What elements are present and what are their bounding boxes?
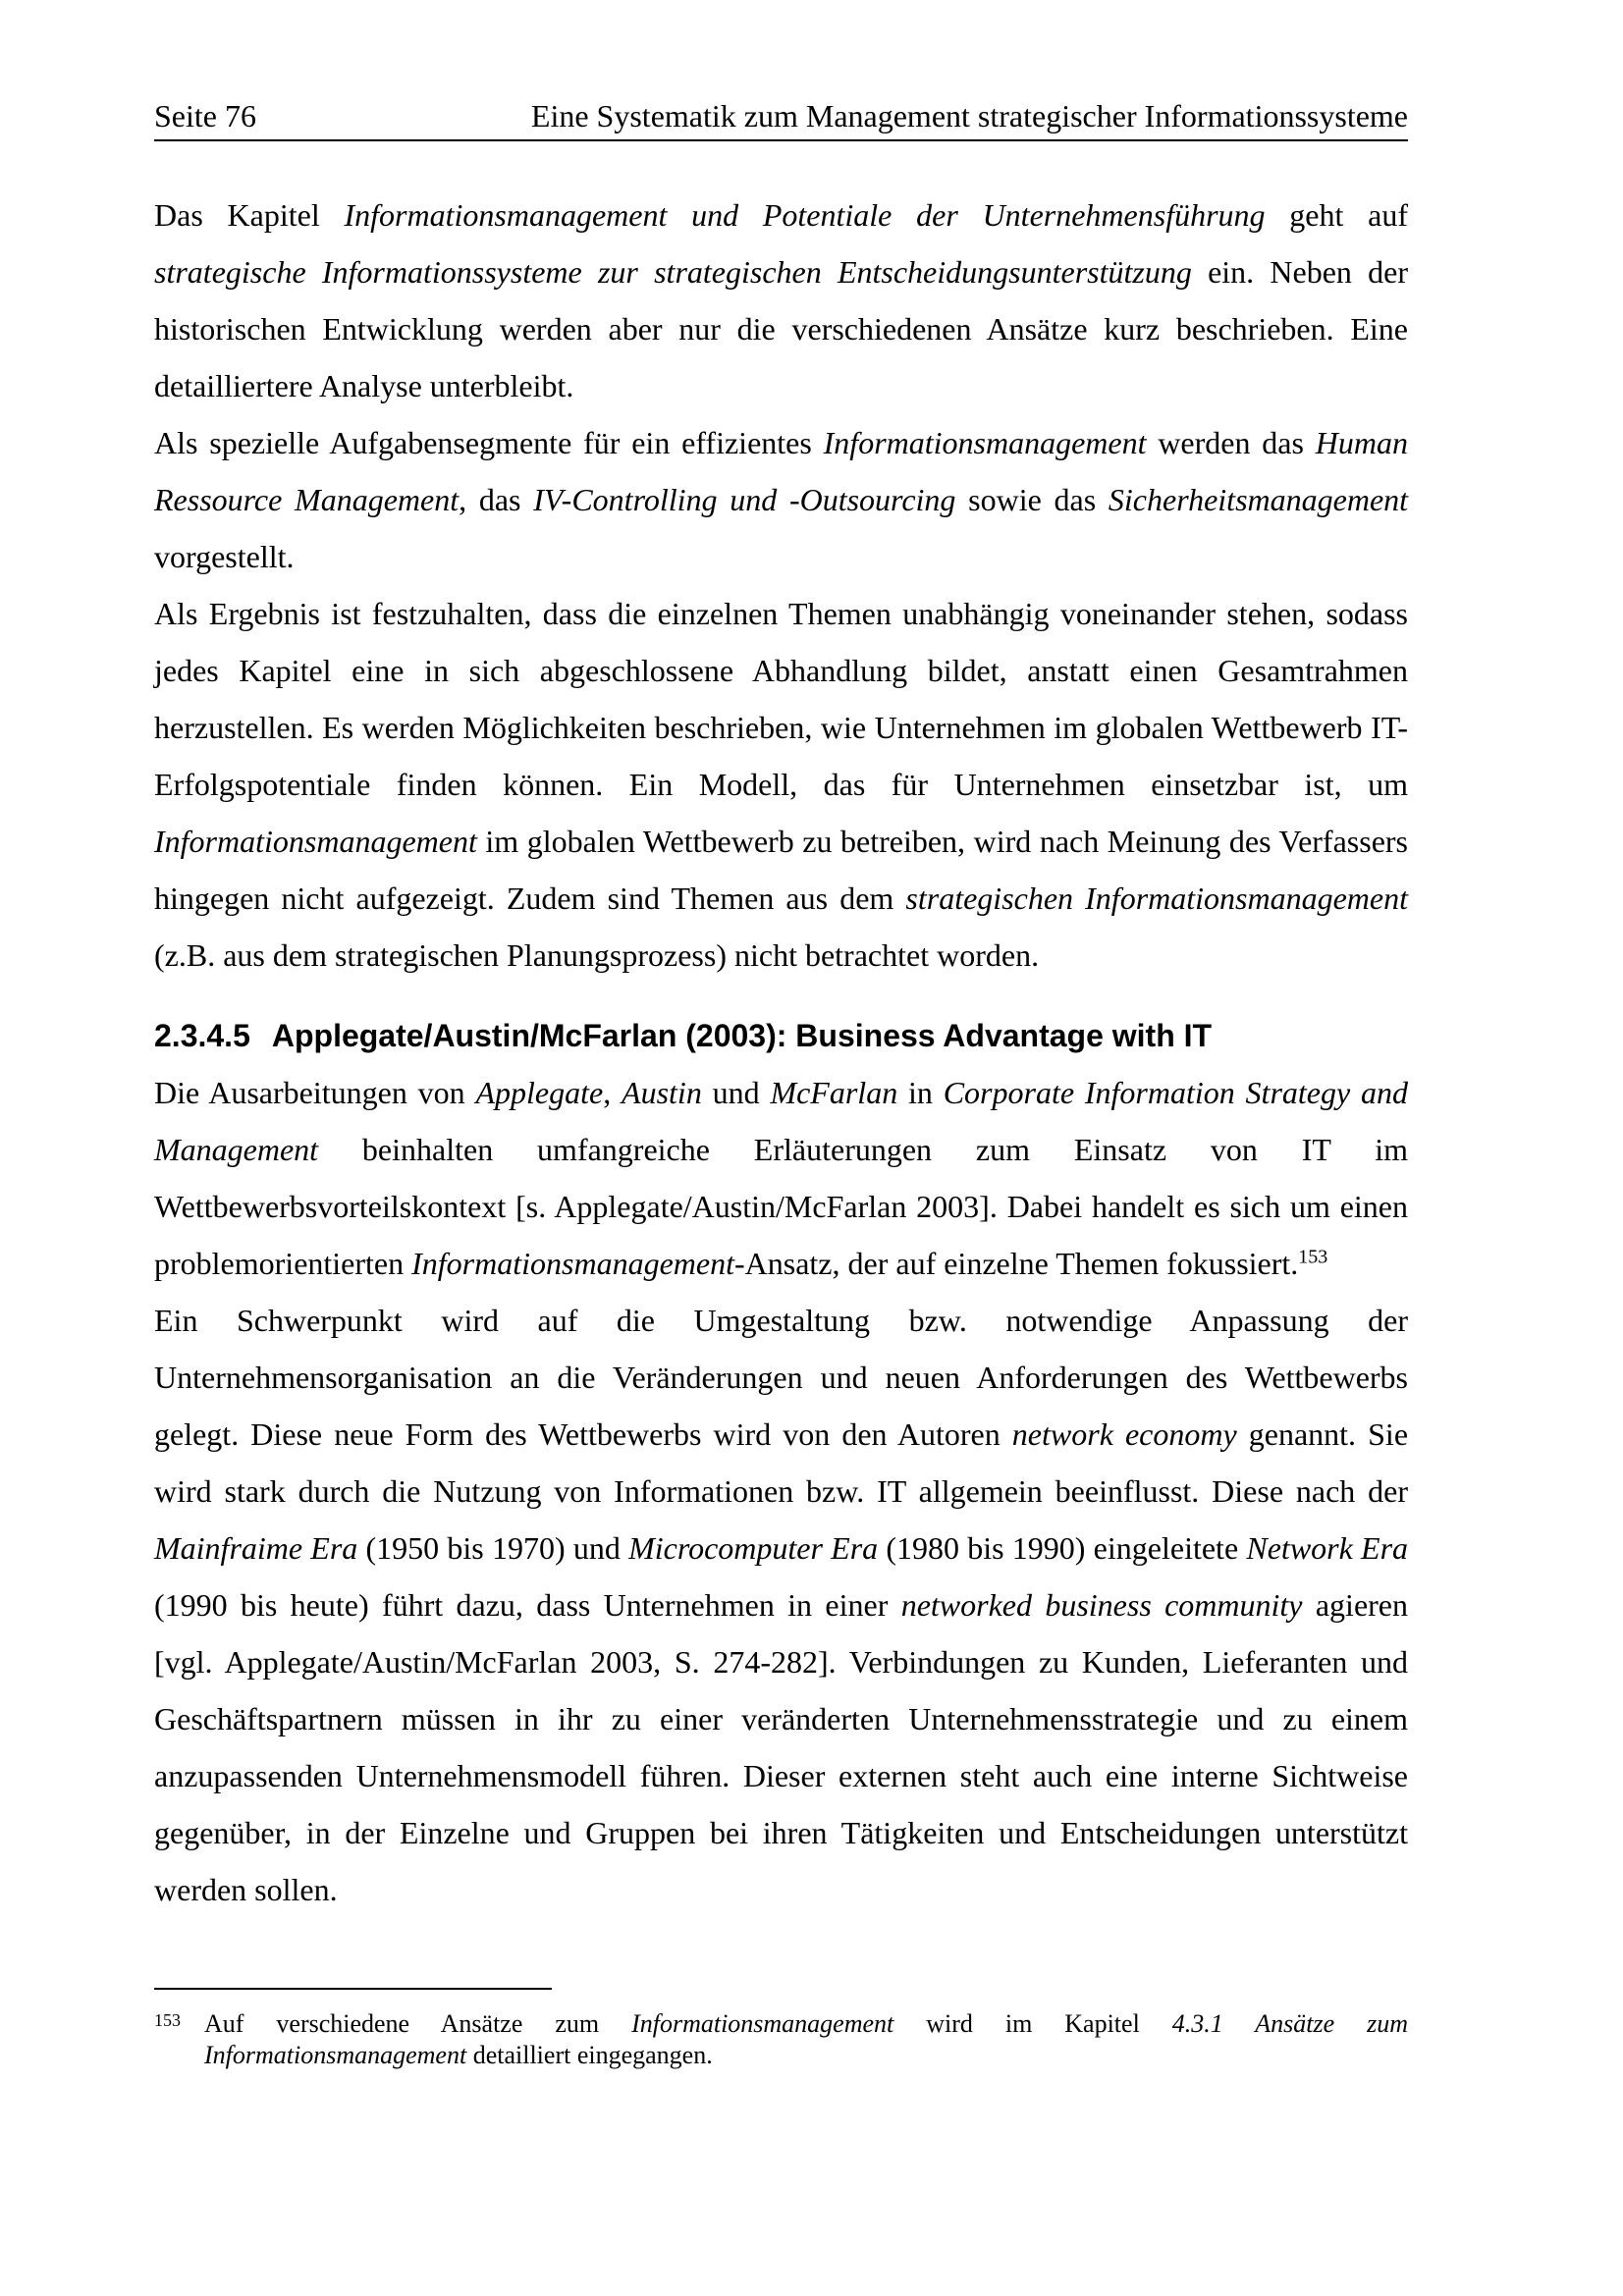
text-run: Die Ausarbeitungen von [154,1075,476,1110]
italic-text: strategische Informationssysteme zur strategischen Entscheidungsunterstützung [154,254,1192,290]
footnote-reference: 153 [1298,1246,1328,1268]
italic-text: Applegate [475,1075,604,1110]
italic-text: network economy [1011,1416,1237,1452]
italic-text: Human Ressource Management [154,425,1409,517]
text-run: sowie das [955,482,1109,517]
italic-text: Informationsmanagement [411,1246,734,1281]
running-header [154,96,1408,141]
text-run: beinhalten umfangreiche Erläuterungen zum Einsatz von IT im Wettbewerbsvorteilskontext [s. Applegate/Austin/McFarlan 2003]. Dabei handelt es sich um einen problemorientierten [154,1132,1408,1281]
italic-text: Austin [622,1075,702,1110]
text-run: werden das [1146,425,1316,460]
paragraph [154,187,1408,414]
text-run: Als Ergebnis ist festzuhalten, dass die einzelnen Themen unabhängig voneinander stehen, sodass jedes Kapitel eine in sich abgeschlossene Abhandlung bildet, anstatt einen Gesamtrahmen herzustellen. Es werden Möglichkeiten beschrieben, wie Unternehmen im globalen Wettbewerb IT-Erfolgspotentiale finden können. Ein Modell, das für Unternehmen einsetzbar ist, um [154,596,1408,802]
italic-text: Network Era [1246,1530,1409,1566]
text-run: Das Kapitel [154,197,345,233]
italic-text: Sicherheitsmanagement [1108,482,1409,517]
paragraph [154,414,1408,585]
italic-text: IV-Controlling und -Outsourcing [533,482,956,517]
paragraph [154,585,1408,984]
text-run: Auf verschiedene Ansätze zum [204,2009,632,2038]
text-run: , [603,1075,622,1110]
section-title: Applegate/Austin/McFarlan (2003): Business Advantage with IT [271,1018,1213,1053]
text-run: (1990 bis heute) führt dazu, dass Unternehmen in einer [154,1587,901,1623]
italic-text: 4.3.1 Ansätze zum Informationsmanagement [204,2009,1409,2069]
text-run: vorgestellt. [154,539,295,574]
text-run: wird im Kapitel [893,2009,1172,2038]
text-run: (z.B. aus dem strategischen Planungsprozess) nicht betrachtet worden. [154,937,1040,973]
paragraph [154,1292,1408,1918]
italic-text: Informationsmanagement [154,824,477,859]
footnote-number: 153 [154,2010,181,2030]
italic-text: Informationsmanagement und Potentiale der Unternehmensführung [344,197,1266,233]
text-run: -Ansatz, der auf einzelne Themen fokussiert. [733,1246,1299,1281]
paragraph [154,1064,1408,1292]
footnote [154,2008,1408,2071]
text-run: geht auf [1265,197,1409,233]
text-run: agieren [vgl. Applegate/Austin/McFarlan 2003, S. 274-282]. Verbindungen zu Kunden, Lieferanten und Geschäftspartnern müssen in ihr zu einer veränderten Unternehmensstrategie und zu einem anzupassenden Unternehmensmodell führen. Dieser externen steht auch eine interne Sichtweise gegenüber, in der Einzelne und Gruppen bei ihren Tätigkeiten und Entscheidungen unterstützt werden sollen. [154,1587,1409,1907]
footnote-text [204,2008,1408,2071]
text-run: (1950 bis 1970) und [357,1530,629,1566]
italic-text: McFarlan [770,1075,898,1110]
footnote-divider [154,1988,552,1990]
italic-text: Informationsmanagement [823,425,1147,460]
text-run: Ein Schwerpunkt wird auf die Umgestaltung bzw. notwendige Anpassung der Unternehmensorganisation an die Veränderungen und neuen Anforderungen des Wettbewerbs gelegt. Diese neue Form des Wettbewerbs wird von den Autoren [154,1303,1408,1452]
text-run: (1980 bis 1990) eingeleitete [878,1530,1247,1566]
text-run: , das [459,482,534,517]
italic-text: networked business community [900,1587,1303,1623]
section-number: 2.3.4.5 [154,1018,250,1053]
text-run: und [701,1075,771,1110]
text-run: genannt. Sie wird stark durch die Nutzung von Informationen bzw. IT allgemein beeinflusst. Diese nach der [154,1416,1409,1509]
italic-text: strategischen Informationsmanagement [905,881,1409,916]
page-number: Seite 76 [154,98,256,133]
body-text [154,187,1408,1918]
text-run: im globalen Wettbewerb zu betreiben, wird nach Meinung des Verfassers hingegen nicht aufgezeigt. Zudem sind Themen aus dem [154,824,1408,916]
text-run: ein. Neben der historischen Entwicklung werden aber nur die verschiedenen Ansätze kurz beschrieben. Eine detailliertere Analyse unterbleibt. [154,254,1409,403]
italic-text: Corporate Information Strategy and Management [154,1075,1409,1167]
text-run: Als spezielle Aufgabensegmente für ein effizientes [154,425,824,460]
text-run: detailliert eingegangen. [466,2041,713,2069]
text-run: in [897,1075,944,1110]
italic-text: Informationsmanagement [631,2009,894,2038]
italic-text: Microcomputer Era [628,1530,879,1566]
section-heading [154,1007,1408,1064]
italic-text: Mainfraime Era [154,1530,358,1566]
running-title: Eine Systematik zum Management strategischer Informationssysteme [530,98,1408,133]
